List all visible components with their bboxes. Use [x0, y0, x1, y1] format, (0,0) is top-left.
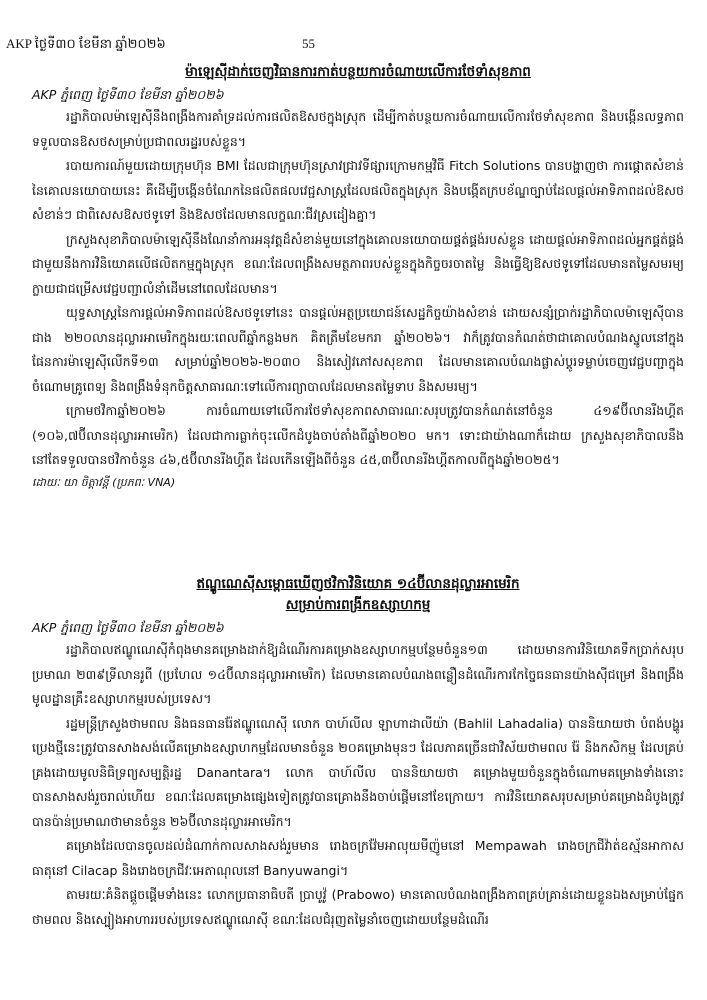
- article-paragraph: របាយការណ៍មួយដោយក្រុមហ៊ុន BMI ដែលជាក្រុមហ៊ុនស្រាវជ្រាវទីផ្សារក្រោមកម្មវិធី Fitch Solutions បានបង្ហាញថា ការផ្តោតសំខាន់នៃគោលនយោបាយនេះ គឺដើម្បីបង្កើនចំណែកនៃផលិតផលវេជ្ជសាស្ត្រដែលផលិតក្នុងស្រុក និងបង្កើតក្របខ័ណ្ឌច្បាប់ដែលផ្តល់អាទិភាពដល់ឱសថសំខាន់ៗ ជាពិសេសឱសថទូទៅ និងឱសថដែលមានលក្ខណៈជីវស្រដៀងគ្នា។: [32, 158, 684, 222]
- article-byline: ដោយៈ យា ចិត្តាវន្តី (ប្រភពៈ VNA): [32, 475, 176, 489]
- article-title: ឥណ្ឌូណេស៊ីសម្ពោធឃើញថវិកាវិនិយោគ ១៤ប៊ីលានដុល្លារអាមេរិក: [196, 576, 520, 592]
- article-paragraph: យុទ្ធសាស្ត្រនៃការផ្តល់អាទិភាពដល់ឱសថទូទៅនេះ បានផ្តល់អត្ថប្រយោជន៍សេដ្ឋកិច្ចយ៉ាងសំខាន់ ដោយសន្សំប្រាក់រដ្ឋាភិបាលម៉ាឡេស៊ីបានជាង ២២០លានដុល្លារអាមេរិកក្នុងរយៈពេលពីឆ្នាំកន្លងមក គិតត្រឹមខែមករា ឆ្នាំ២០២៦។ វាក៏ត្រូវបានកំណត់ថាជាគោលបំណងស្នូលនៅក្នុងផែនការម៉ាឡេស៊ីលើកទី១៣ សម្រាប់ឆ្នាំ២០២៦-២០៣០ និងសៀវភៅសសុខភាព ដែលមានគោលបំណងផ្លាស់ប្តូរទម្លាប់ចេញវេជ្ជបញ្ជាក្នុងចំណោមគ្រូពេទ្យ និងពង្រឹងទំនុកចិត្តសាធារណៈទៅលើការព្យាបាលដែលមានតម្លៃទាប និងសមរម្យ។: [32, 305, 684, 394]
- article-dateline: AKP ភ្នំពេញ ថ្ងៃទី៣០ ខែមីនា ឆ្នាំ២០២៦: [32, 620, 224, 635]
- page-number: 55: [302, 36, 315, 51]
- article-paragraph: ក្រោមថវិកាឆ្នាំ២០២៦ ការចំណាយទៅលើការថែទាំសុខភាពសាធារណៈសរុបត្រូវបានកំណត់នៅចំនួន ៤១៩ប៊ីលានរីងហ្គីត (១០៦,៧ប៊ីលានដុល្លារអាមេរិក) ដែលជាការធ្លាក់ចុះលើកដំបូងចាប់តាំងពីឆ្នាំ២០២០ មក។ ទោះជាយ៉ាងណាក៏ដោយ ក្រសួងសុខាភិបាលនឹងនៅតែទទួលបានថវិកាចំនួន ៤៦,៥ប៊ីលានរីងហ្គីត ដែលកើនឡើងពីចំនួន ៤៥,៣ប៊ីលានរីងហ្គីតកាលពីក្នុងឆ្នាំ២០២៥។: [32, 403, 684, 467]
- article-paragraph: តាមរយៈគំនិតផ្តួចផ្តើមទាំងនេះ លោកប្រធានាធិបតី ប្រាបូវ៉ូ (Prabowo) មានគោលបំណងពង្រឹងភាពគ្រប់គ្រាន់ដោយខ្លួនឯងសម្រាប់ផ្នែកថាមពល និងស្បៀងអាហាររបស់ប្រទេសឥណ្ឌូណេស៊ី ខណៈដែលជំរុញតម្លៃនាំចេញដោយបន្ថែមដំណើរ: [32, 887, 684, 927]
- article-paragraph: រដ្ឋាភិបាលឥណ្ឌូណេស៊ីកំពុងមានគម្រោងដាក់ឱ្យដំណើរការគម្រោងឧស្សាហកម្មបន្ថែមចំនួន១៣ ដោយមានការវិនិយោគទឹកប្រាក់សរុបប្រមាណ ២៣៩ទ្រីលានរូពី (ប្រហែល ១៤ប៊ីលានដុល្លារអាមេរិក) ដែលមានគោលបំណងពន្លឿនដំណើរការកែច្នៃធនធានយ៉ាងស៊ីជម្រៅ និងពង្រឹងមូលដ្ឋានគ្រឹះឧស្សាហកម្មរបស់ប្រទេស។: [32, 642, 684, 706]
- article-indonesia: [32, 574, 684, 932]
- article-paragraph: គម្រោងដែលបានចូលដល់ដំណាក់កាលសាងសង់រួមមាន រោងចក្រវ៉ែមអាលុយមីញ៉ូមនៅ Mempawah រោងចក្រជីវ៉ាត់ឧស្ម័នអាកាសធាតុនៅ Cilacap និងរោងចក្រជីវៈអេតាណុលនៅ Banyuwangi។: [32, 838, 684, 878]
- article-paragraph: ក្រសួងសុខាភិបាលម៉ាឡេស៊ីនឹងណែនាំការអនុវត្តដ៏សំខាន់មួយនៅក្នុងគោលនយោបាយផ្គត់ផ្គង់របស់ខ្លួន ដោយផ្តល់អាទិភាពដល់អ្នកផ្គត់ផ្គង់ជាមួយនឹងការវិនិយោគលើផលិតកម្មក្នុងស្រុក ខណៈដែលពង្រឹងសមត្ថភាពរបស់ខ្លួនក្នុងកិច្ចចរចាតម្លៃ និងធ្វើឱ្យឱសថទូទៅដែលមានតម្លៃសមរម្យក្លាយជាជម្រើសវេជ្ជបញ្ជាលំនាំដើមនៅពេលដែលមាន។: [32, 231, 684, 296]
- page-header: [6, 36, 696, 56]
- article-dateline: AKP ភ្នំពេញ ថ្ងៃទី៣០ ខែមីនា ឆ្នាំ២០២៦: [32, 87, 224, 102]
- article-paragraph: រដ្ឋាភិបាលម៉ាឡេស៊ីនឹងពង្រឹងការគាំទ្រដល់ការផលិតឱសថក្នុងស្រុក ដើម្បីកាត់បន្ថយការចំណាយលើការថែទាំសុខភាព និងបង្កើនលទ្ធភាពទទួលបានឱសថសម្រាប់ប្រជាពលរដ្ឋរបស់ខ្លួន។: [32, 109, 684, 149]
- article-malaysia: [32, 62, 684, 492]
- article-title-line2: សម្រាប់ការពង្រីកឧស្សាហកម្ម: [285, 597, 431, 613]
- header-date: AKP ថ្ងៃទី៣០ ខែមីនា ឆ្នាំ២០២៦: [6, 36, 166, 51]
- article-title: ម៉ាឡេស៊ីដាក់ចេញវិធានការកាត់បន្ថយការចំណាយលើការថែទាំសុខភាព: [185, 64, 531, 80]
- article-paragraph: រដ្ឋមន្ត្រីក្រសួងថាមពល និងធនធានរ៉ែឥណ្ឌូណេស៊ី លោក បាហ៍លីល ឡាហាដាលីយ៉ា (Bahlil Lahadalia) បាននិយាយថា បំពង់បង្ហូរប្រេងថ្មីនេះត្រូវបានសាងសង់លើគម្រោងឧស្សាហកម្មដែលមានចំនួន ២០គម្រោងមុនៗ ដែលភាគច្រើនជាវិស័យថាមពល រ៉ែ និងកសិកម្ម ដែលគ្រប់គ្រងដោយមូលនិធិទ្រព្យសម្បត្តិរដ្ឋ Danantara។ លោក បាហ៍លីល បាននិយាយថា គម្រោងមួយចំនួនក្នុងចំណោមគម្រោងទាំងនោះបានសាងសង់រួចរាល់ហើយ ខណៈដែលគម្រោងផ្សេងទៀតត្រូវបានគ្រោងនឹងចាប់ផ្តើមនៅខែក្រោយ។ ការវិនិយោគសរុបសម្រាប់គម្រោងដំបូងត្រូវបានប៉ាន់ប្រមាណថាមានចំនួន ២៦ប៊ីលានដុល្លារអាមេរិក។: [32, 715, 684, 829]
